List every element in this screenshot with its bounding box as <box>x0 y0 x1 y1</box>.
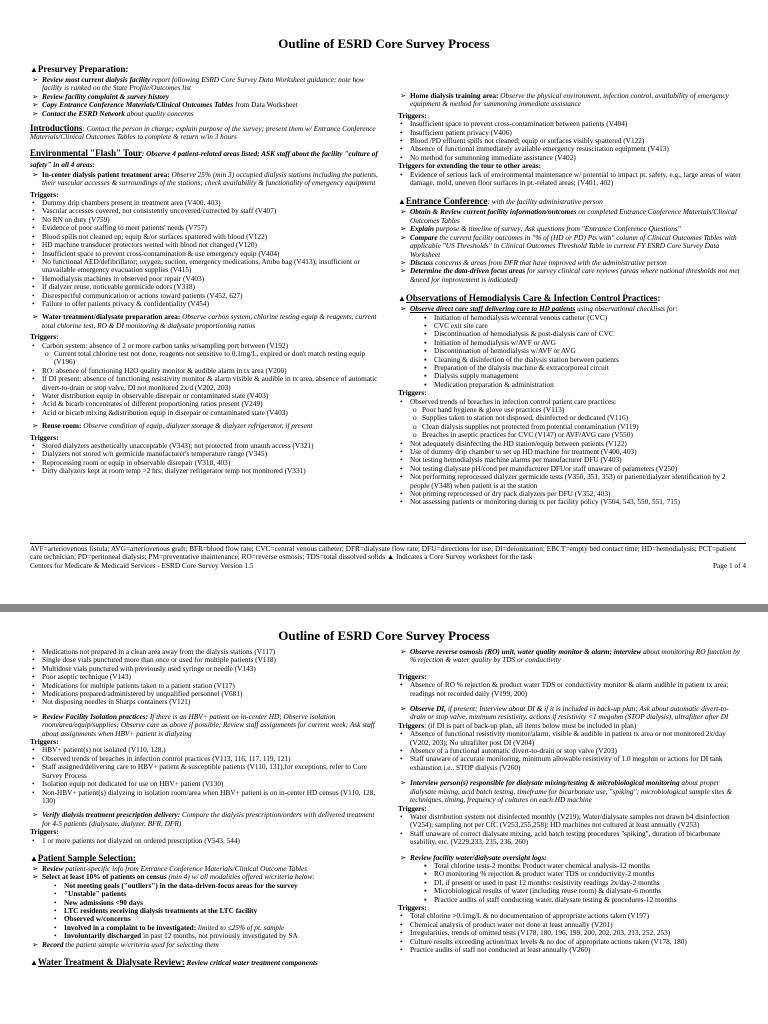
list-item: • Not performing reprocessed dialyzer germicide tests (V350, 351, 353) or patient/dialyzer identification by 2 people (V348) when patient is at the station <box>398 473 743 490</box>
list-item: • Single dose vials punctured more than once or used for multiple patients (V118) <box>30 656 382 664</box>
list-item: • RO: absence of functioning H2O quality monitor & audible alarm in tx area (V200) <box>30 367 385 375</box>
list-item: • LTC residents receiving dialysis treatments at the LTC facility <box>52 907 382 915</box>
list-item: ➢ Discuss concerns & areas from DFR that have improved with the administrative person <box>398 259 743 267</box>
entrance-heading: ▲Entrance Conference: with the facility administrative person <box>398 196 603 207</box>
logs-triggers <box>398 912 743 954</box>
logs-list <box>398 854 743 904</box>
triggers-label: Triggers: <box>30 827 59 837</box>
list-item: • New admissions <90 days <box>52 899 382 907</box>
list-item: ▪ Total chlorine tests-2 months: Product water chemical analysis-12 months <box>422 862 743 870</box>
list-item: ➢ Select at least 10% of patients on census (min 4) w/ all modalities offered w/criteria below: • Not meeting goals ("outliers") in the data-driven-focus areas for the survey • "Unstable" patients • New admissions <90 days • LTC residents receiving dialysis treatments at the LTC facility • Observed w/concerns • Involved in a complaint to be investigated: limited to ≤25% of pt. sample • Involuntarily discharged in past 12 months, not previously investigated by SA <box>30 873 382 940</box>
list-item: • Staff unaware of correct dialysate mixing, acid batch testing procedures "spiking", duration of bicarbonate usability, etc. (V229,233, 235, 236, 260) <box>398 830 743 847</box>
list-item: • Disrespectful communication or actions toward patients (V452, 627) <box>30 292 385 300</box>
introductions: Introductions: Contact the person in charge; explain purpose of the survey; present them w/ Entrance Conference Materials/Clinical Outcomes Tables to complete & return w/in 3 hours <box>30 123 376 142</box>
list-item: • Not testing dialysate pH/cond per manufacturer DFUor staff unaware of parameters (V250) <box>398 465 743 473</box>
footer-row <box>30 562 746 570</box>
list-item: • Staff unaware of accurate monitoring, minimum allowable resistivity of 1.0 megohm or actions for DI tank exhaustion i.e., STOP dialysis (V260) <box>398 755 743 772</box>
list-item: • Medications prepared/administered by unqualified personnel (V681) <box>30 690 382 698</box>
list-item: ➢ Review patient-specific info from Entrance Conference Materials/Clinical Outcome Tables <box>30 865 382 873</box>
list-item: o Current total chlorine test not done, reagents not sensitive to 0.1mg/L, expired or don't match testing equip (V196) <box>42 350 385 367</box>
list-item: • Not adequately disinfecting the HD station/equip between patients (V122) <box>398 440 743 448</box>
list-item: ➢ Reuse room: Observe condition of equip, dialyzer storage & dialyzer refrigerator, if present <box>30 422 385 430</box>
home-list <box>398 92 743 109</box>
list-item: ➢ Water treatment/dialysate preparation area: Observe carbon system, chlorine testing equip & reagents, current total chlorine test, RO & DI monitoring & dialysate proportioning ratios <box>30 313 385 330</box>
list-item: • If dialyzer reuse, noticeable germicide odors (V318) <box>30 283 385 291</box>
list-item: ▪ Cleaning & disinfection of the dialysis station between patients <box>422 356 743 364</box>
list-item: • No RN on duty (V759) <box>30 216 385 224</box>
isolation-triggers <box>30 746 382 805</box>
list-item: • Carbon system: absence of 2 or more carbon tanks w/sampling port between (V192) o Current total chlorine test not done, reagents not sensitive to 0.1mg/L, expired or don't match testing equip (V196) <box>30 342 385 367</box>
list-item: ➢ Interview person(s) responsible for dialysate mixing/testing & microbiological monitoring about proper dialysate mixing, acid batch testing, timeframe for bicarbonate use, "spiking"; microbiological sample sites & techniques, timing, frequency of cultures on each HD machine <box>398 779 743 804</box>
list-item: • Insufficient patient privacy (V406) <box>398 129 743 137</box>
list-item: ➢ Obtain & Review current facility information/outcomes on completed Entrance Conference Materials/Clinical Outcomes Tables <box>398 208 743 225</box>
list-item: • Water distribution system not disinfected monthly (V219); Water/dialysate samples not drawn b4 disinfection (V254); sampling not per CfC (V253,255,258); HD machines not cultured at least annually (V253) <box>398 813 743 830</box>
list-item: • No method for summoning immediate assistance (V402) <box>398 154 743 162</box>
list-item: ▪ Discontinuation of hemodialysis w/AVF or AVG <box>422 347 743 355</box>
list-item: o Supplies taken to station not disposed, disinfected or dedicated (V116) <box>410 414 743 422</box>
list-item: • Stored dialyzers aesthetically unacceptable (V343); not protected from unauth access (V321) <box>30 442 385 450</box>
abbreviation-legend: AVF=arteriovenous fistula; AVG=arteriovenous graft; BFR=blood flow rate; CVC=central venous catheter; DFR=dialysate flow rate; DFU=directions for use; DI=deionization; EBCT=empty bed contact time; HD=hemodialysis; PCT=patient care technician; PD=peritoneal dialysis; PM=preventative maintenance; RO=reverse osmosis; TDS=total dissolved solids ▲ Indicates a Core Survey worksheet for the task <box>30 544 736 562</box>
page-title: Outline of ESRD Core Survey Process <box>278 36 490 51</box>
list-item: ▪ Dialysis supply management <box>422 372 743 380</box>
list-item: • Not assessing patients or monitoring during tx per facility policy (V504, 543, 550, 551, 715) <box>398 498 743 506</box>
list-item: o Poor hand hygiene & glove use practices (V113) <box>410 406 743 414</box>
triggers-label: Triggers: <box>30 332 59 342</box>
list-item: ➢ Copy Entrance Conference Materials/Clinical Outcomes Tables from Data Worksheet <box>30 101 385 109</box>
observation-triggers <box>398 398 743 507</box>
list-item: ➢ Review facility complaint & survey history <box>30 93 385 101</box>
list-item: • Observed w/concerns <box>52 915 382 923</box>
list-item: • Not meeting goals ("outliers") in the data-driven-focus areas for the survey <box>52 882 382 890</box>
interview-list <box>398 779 743 804</box>
list-item: • Isolation equip not dedicated for use on HBV+ patient (V130) <box>30 780 382 788</box>
right-column <box>398 58 743 507</box>
list-item: • Medications for multiple patients taken to a patient station (V117) <box>30 682 382 690</box>
left-column <box>30 648 382 969</box>
list-item: • Absence of a functional automatic divert-to-drain or stop valve (V203) <box>398 747 743 755</box>
home-triggers <box>398 120 743 162</box>
sample-heading: ▲Patient Sample Selection: <box>30 852 136 863</box>
reuse-triggers <box>30 442 385 476</box>
list-item: ▪ Initiation of hemodialysis w/AVF or AVG <box>422 339 743 347</box>
page-footer <box>30 543 746 570</box>
list-item: • Non-HBV+ patient(s) dialyzing in isolation room/area when HBV+ patient is on in-center HD census (V110, 128, 130) <box>30 789 382 806</box>
incenter-triggers <box>30 199 385 308</box>
list-item: • Hemodialysis machines in observed poor repair (V403) <box>30 275 385 283</box>
entrance-list <box>398 208 743 284</box>
list-item: • Absence of functional immediately available emergency resuscitation equipment (V413) <box>398 145 743 153</box>
list-item: • Evidence of serious lack of environmental maintenance w/ potential to impact pt. safety, e.g., large areas of water damage, mold, uneven floor surfaces in pt.-related areas; (V401, 402) <box>398 171 743 188</box>
list-item: • Vascular accesses covered, not consistently uncovered/corrected by staff (V407) <box>30 207 385 215</box>
list-item: ➢ Review most current dialysis facility report following ESRD Core Survey Data Worksheet guidance; note how facility is ranked on the State Profile/Outcomes list <box>30 76 385 93</box>
page-2 <box>0 612 768 1024</box>
footer-org: Centers for Medicare & Medicaid Services - ESRD Core Survey Version 1.5 <box>30 560 254 570</box>
list-item: ➢ Record the patient sample w/criteria used for selecting them <box>30 941 382 949</box>
extend-triggers <box>398 171 743 188</box>
page-number: Page 1 of 4 <box>712 560 746 570</box>
list-item: ➢ Observe reverse osmosis (RO) unit, water quality monitor & alarm; interview about monitoring RO function by % rejection & water quality by TDS or conductivity <box>398 648 743 665</box>
list-item: • Absence of RO % rejection & product water TDS or conductivity monitor & alarm audible in patient tx area; readings not recorded daily (V199, 200) <box>398 681 743 698</box>
list-item: • Water distribution equip in observable disrepair or contaminated state (V403) <box>30 392 385 400</box>
list-item: • Dialyzers not stored w/n germicide manufacturer's temperature range (V345) <box>30 450 385 458</box>
list-item: • Blood spills not cleaned up; equip &/or surfaces spattered with blood (V122) <box>30 233 385 241</box>
left-column <box>30 58 385 476</box>
list-item: ➢ In-center dialysis patient treatment area: Observe 25% (min 3) occupied dialysis stations including the patients, their vascular accesses & surroundings of the stations; check availability & functionality of emergency equipment <box>30 171 385 188</box>
list-item: ➢ Observe direct care staff delivering care to HD patients using observational checklists for: ▪ Initiation of hemodialysis w/central venous catheter (CVC) ▪ CVC exit site care ▪ Discontinuation of hemodialysis & post-dialysis care of CVC ▪ Initiation of hemodialysis w/AVF or AVG ▪ Discontinuation of hemodialysis w/AVF or AVG ▪ Cleaning & disinfection of the dialysis station between patients ▪ Preparation of the dialysis machine & extracorporeal circuit ▪ Dialysis supply management ▪ Medication preparation & administration <box>398 305 743 389</box>
list-item: • Chemical analysis of product water not done at least annually (V201) <box>398 921 743 929</box>
list-item: ➢ Home dialysis training area: Observe the physical environment, infection control, availability of emergency equipment & method for summoning immediate assistance <box>398 92 743 109</box>
page-title: Outline of ESRD Core Survey Process <box>278 628 490 643</box>
triggers-label: Triggers: <box>30 432 59 442</box>
list-item: • HBV+ patient(s) not isolated (V110, 128,) <box>30 746 382 754</box>
presurvey-heading: ▲Presurvey Preparation: <box>30 64 129 74</box>
list-item: o Clean dialysis supplies not protected from potential contamination (V119) <box>410 423 743 431</box>
list-item: ➢ Explain purpose & timeline of survey; Ask questions from "Entrance Conference Questions" <box>398 225 743 233</box>
di-triggers-label: Triggers: (if DI is part of back-up plan, all items below must be included in plan) <box>398 720 637 730</box>
list-item: ➢ Review Facility Isolation practices: If there is an HBV+ patient on in-center HD; Observe isolation room/area/equip/supplies; Observe care as above if possible; Review staff assignments for current week; Ask staff about assignments when HBV+ patient is dialyzing <box>30 713 382 738</box>
list-item: ➢ Verify dialysis treatment prescription delivery: Compare the dialysis prescription/orders with delivered treatment for 4-5 patients (dialysate, dialyzer, BFR, DFR) <box>30 811 382 828</box>
list-item: • Use of dummy drip chamber to set up HD machine for treatment (V400, 403) <box>398 448 743 456</box>
flash-tour-heading: Environmental "Flash" Tour: Observe 4 patient-related areas listed; ASK staff about the facility "culture of safety" in all 4 areas: <box>30 147 378 169</box>
list-item: • Not priming reprocessed or dry pack dialyzers per DFU (V352, 403) <box>398 490 743 498</box>
list-item: • Evidence of poor staffing to meet patients' needs (V757) <box>30 224 385 232</box>
list-item: • "Unstable" patients <box>52 890 382 898</box>
list-item: ▪ DI, if present or used in past 12 months: resistivity readings 2x/day-2 months <box>422 879 743 887</box>
list-item: • Absence of functional resistivity monitor/alarm, visible & audible in patient tx area or not monitored 2x/day (V202, 203); No ultrafilter post DI (V204) <box>398 730 743 747</box>
di-triggers <box>398 730 743 772</box>
list-item: ➢ Determine the data-driven focus areas for survey clinical care reviews (areas where national thresholds not met &need for improvement is indicated) <box>398 267 743 284</box>
list-item: ➢ Review facility water/dialysate oversight logs: ▪ Total chlorine tests-2 months: Product water chemical analysis-12 months ▪ RO monitoring % rejection & product water TDS or conductivity-2 months ▪ DI, if present or used in past 12 months: resistivity readings 2x/day-2 months ▪ Microbiological results of water (including reuse room) & dialysate-6 months ▪ Practice audits of staff conducting water, dialysate testing & procedures-12 months <box>398 854 743 904</box>
list-item: • Observed trends of breaches in infection control patient care practices: o Poor hand hygiene & glove use practices (V113) o Supplies taken to station not disposed, disinfected or dedicated (V116) o Clean dialysis supplies not protected from potential contamination (V119) o Breaches in aseptic practices for CVC (V147) or AVF/AVG care (V550) <box>398 398 743 440</box>
water-list <box>30 313 385 330</box>
list-item: ▪ Initiation of hemodialysis w/central venous catheter (CVC) <box>422 314 743 322</box>
list-item: ▪ CVC exit site care <box>422 322 743 330</box>
triggers-label: Triggers: <box>398 388 427 398</box>
prescription-list <box>30 811 382 828</box>
list-item: ➢ Observe DI, if present; Interview about DI & if it is included in back-up plan; Ask about automatic divert-to-drain or stop valve, minimum resistivity, actions if resistivity <1 megohm (STOP dialysis), ultrafilter after DI <box>398 705 743 722</box>
water-review-heading: ▲Water Treatment & Dialysate Review: Review critical water treatment components <box>30 957 318 967</box>
list-item: • Involved in a complaint to be investigated: limited to ≤25% of pt. sample <box>52 924 382 932</box>
list-item: ▪ Practice audits of staff conducting water, dialysate testing & procedures-12 months <box>422 896 743 904</box>
triggers-label: Triggers: <box>30 737 59 747</box>
list-item: ▪ Microbiological results of water (including reuse room) & dialysate-6 months <box>422 887 743 895</box>
incenter-list <box>30 171 385 188</box>
triggers-label: Triggers: <box>398 110 427 120</box>
list-item: • Not testing hemodialysis machine alarms per manufacturer DFU (V403) <box>398 456 743 464</box>
observations-heading: ▲Observations of Hemodialysis Care & Infection Control Practices: <box>398 293 661 304</box>
list-item: • 1 or more patients not dialyzed on ordered prescription (V543, 544) <box>30 837 382 845</box>
medication-triggers <box>30 648 382 707</box>
list-item: • No functional AED/defibrillator; oxygen, suction, emergency medications, Ambu bag (V413); insufficient or unavailable emergency evacuation supplies (V415) <box>30 258 385 275</box>
isolation-list <box>30 713 382 738</box>
right-column <box>398 648 743 954</box>
list-item: • Multidose vials punctured with previously used syringe or needle (V143) <box>30 665 382 673</box>
list-item: • Reprocessing room or equip in observable disrepair (V318, 403) <box>30 459 385 467</box>
list-item: • Staff assigned/delivering care to HBV+ patient & susceptible patients (V110, 131),for exceptions, refer to Core Survey Process <box>30 763 382 780</box>
list-item: • Irregularities, trends of omitted tests (V178, 180, 196, 199, 200, 202, 203, 213, 252, 253) <box>398 929 743 937</box>
prescription-triggers <box>30 837 382 845</box>
list-item: • Insufficient space to prevent cross-contamination & use emergency equip (V404) <box>30 250 385 258</box>
list-item: • Blood /PD effluent spills not cleaned; equip or surfaces visibly spattered (V122) <box>398 137 743 145</box>
presurvey-list <box>30 76 385 118</box>
list-item: • If DI present: absence of functioning resistivity monitor & alarm visible & audible in tx area, absence of automatic divert-to-drain or stop valve, DI not monitored 2x/d (V202, 203) <box>30 375 385 392</box>
di-list <box>398 705 743 722</box>
list-item: • Not disposing needles in Sharps containers (V121) <box>30 698 382 706</box>
list-item: • Total chlorine >0.1mg/L & no documentation of appropriate actions taken (V197) <box>398 912 743 920</box>
list-item: • Acid or bicarb mixing &distribution equip in disrepair or contaminated state (V403) <box>30 409 385 417</box>
list-item: • Dummy drip chambers present in treatment area (V400, 403) <box>30 199 385 207</box>
list-item: • Dirty dialyzers kept at room temp >2 hrs; dialyzer refrigerator temp not monitored (V331) <box>30 467 385 475</box>
sample-list <box>30 865 382 949</box>
triggers-label: Triggers: <box>398 671 427 681</box>
triggers-label: Triggers: <box>30 189 59 199</box>
list-item: o Breaches in aseptic practices for CVC (V147) or AVF/AVG care (V550) <box>410 431 743 439</box>
extend-label: Triggers for extending the tour to other areas: <box>398 161 542 171</box>
list-item: ▪ RO monitoring % rejection & product water TDS or conductivity-2 months <box>422 870 743 878</box>
list-item: • Poor aseptic technique (V143) <box>30 673 382 681</box>
list-item: • HD machine transducer protectors wetted with blood not changed (V120) <box>30 241 385 249</box>
water-triggers <box>30 342 385 418</box>
list-item: ➢ Contact the ESRD Network about quality concerns <box>30 110 385 118</box>
interview-triggers <box>398 813 743 847</box>
list-item: ▪ Discontinuation of hemodialysis & post-dialysis care of CVC <box>422 330 743 338</box>
list-item: • Involuntarily discharged in past 12 months, not previously investigated by SA <box>52 932 382 940</box>
list-item: • Medications not prepared in a clean area away from the dialysis stations (V117) <box>30 648 382 656</box>
triggers-label: Triggers: <box>398 902 427 912</box>
list-item: ➢ Compare the current facility outcomes in "% of (HD or PD) Pts with" column of Clinical Outcomes Tables with applicable "US Thresholds" in Clinical Outcomes Threshold Table in current FY ESRD Core Survey Data Worksheet <box>398 234 743 259</box>
triggers-label: Triggers: <box>398 803 427 813</box>
list-item: • Acid & bicarb concentrates of different proportioning ratios present (V249) <box>30 400 385 408</box>
list-item: • Culture results exceeding action/max levels & no doc of appropriate actions taken (V178, 180) <box>398 938 743 946</box>
ro-triggers <box>398 681 743 698</box>
list-item: ▪ Medication preparation & administration <box>422 381 743 389</box>
list-item: • Observed trends of breaches in infection control practices (V113, 116, 117, 119, 121) <box>30 755 382 763</box>
list-item: ▪ Preparation of the dialysis machine & extracorporeal circuit <box>422 364 743 372</box>
list-item: • Failure to offer patients privacy & confidentiality (V454) <box>30 300 385 308</box>
list-item: • Practice audits of staff not conducted at least annually (V260) <box>398 946 743 954</box>
list-item: • Insufficient space to prevent cross-contamination between patients (V404) <box>398 120 743 128</box>
observations-list <box>398 305 743 389</box>
reuse-list <box>30 422 385 430</box>
ro-list <box>398 648 743 665</box>
